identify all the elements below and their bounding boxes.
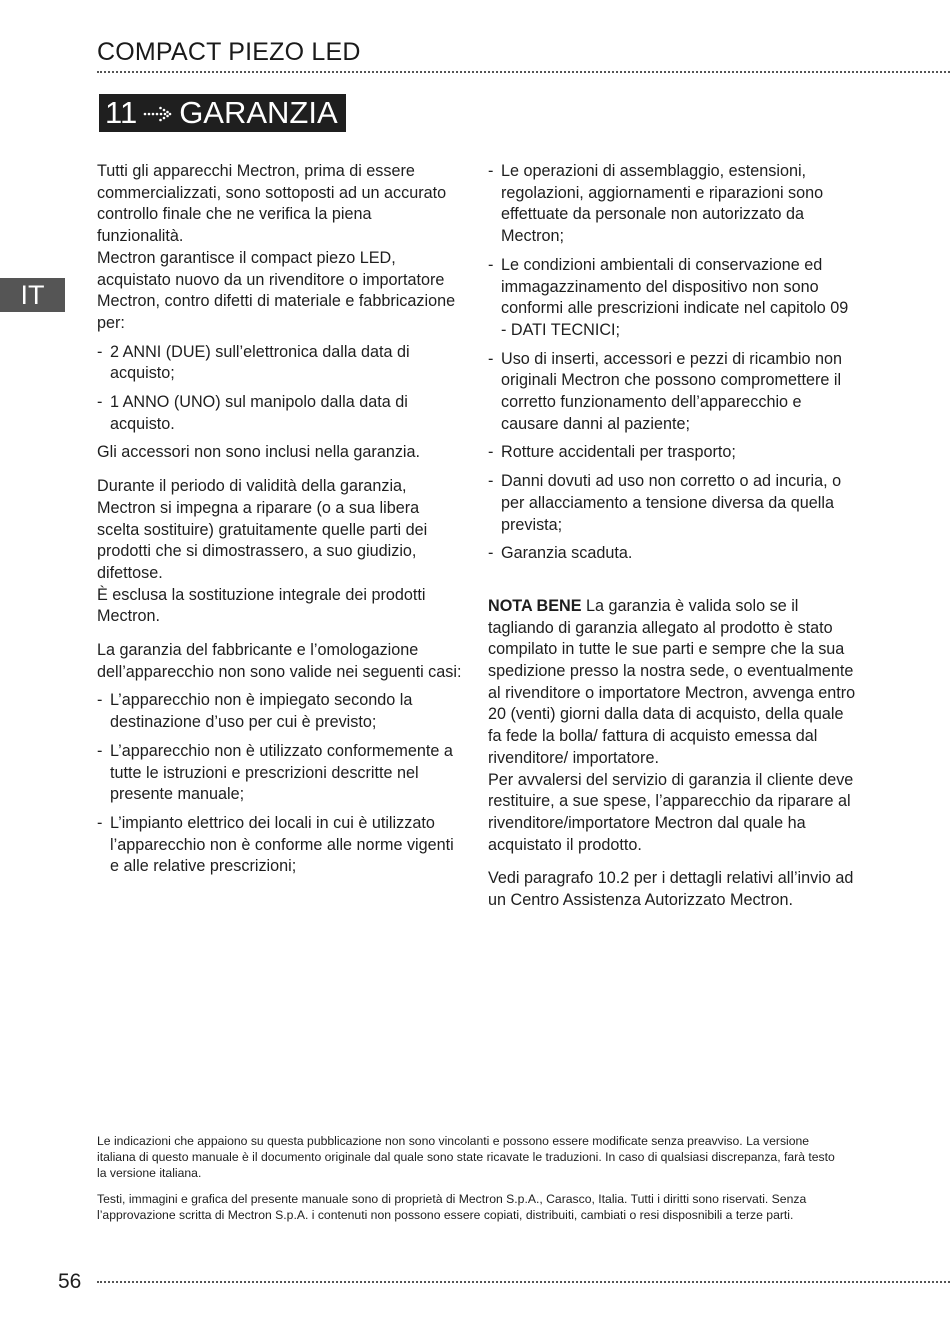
exclusions-intro: La garanzia del fabbricante e l’omologazione dell’apparecchio non sono valide nei seguenti casi: (97, 641, 462, 681)
copyright-note: Testi, immagini e grafica del presente manuale sono di proprietà di Mectron S.p.A., Carasco, Italia. Tutti i diritti sono riservati. Senza l’approvazione scritta di Mectron S.p.A. i contenuti non possono essere copiati, distribuiti, cambiati o resi disposnibili a terze parti. (97, 1191, 807, 1222)
note-paragraph (488, 596, 856, 770)
list-item: - 2 ANNI (DUE) sull’elettronica dalla data di acquisto; (97, 342, 410, 383)
footer-divider (97, 1281, 950, 1283)
note-label: NOTA BENE (488, 596, 582, 615)
list-item: - L’apparecchio non è impiegato secondo la destinazione d’uso per cui è previsto; (97, 691, 413, 732)
footer-notes (97, 1133, 847, 1232)
section-number: 11 (105, 95, 138, 130)
list-item: - Le operazioni di assemblaggio, estensioni, regolazioni, aggiornamenti e riparazioni sono effettuate da personale non autorizzato da Mectron; (488, 162, 824, 246)
coverage-list (97, 342, 462, 436)
return-procedure-paragraph: Per avvalersi del servizio di garanzia il cliente deve restituire, a sue spese, l’apparecchio da riparare al rivenditore/importatore Mectron dal quale ha acquistato il prodotto. (488, 770, 854, 854)
list-item: - Rotture accidentali per trasporto; (488, 443, 736, 462)
exclusions-list-left (97, 690, 462, 878)
intro-paragraph: Tutti gli apparecchi Mectron, prima di essere commercializzati, sono sottoposti ad un accurato controllo finale che ne verifica la piena funzionalità. (97, 162, 447, 246)
left-column (97, 161, 462, 885)
note-text: La garanzia è valida solo se il tagliando di garanzia allegato al prodotto è stato compilato in tutte le sue parti e sempre che la sua spedizione presso la nostra sede, o eventualmente al rivenditore o importatore Mectron, avvenga entro 20 (venti) giorni dalla data di acquisto, della quale fa fede la bolla/ fattura di acquisto emessa dal rivenditore/ importatore. (488, 596, 856, 767)
document-title: COMPACT PIEZO LED (97, 38, 361, 66)
header-divider (97, 71, 950, 73)
page-number: 56 (58, 1270, 82, 1293)
right-column (488, 161, 856, 912)
list-item: - Danni dovuti ad uso non corretto o ad incuria, o per allacciamento a tensione diversa da quella prevista; (488, 472, 842, 534)
warranty-scope-paragraph: Mectron garantisce il compact piezo LED, acquistato nuovo da un rivenditore o importatore Mectron, contro difetti di materiale e fabbricazione per: (97, 248, 456, 332)
list-item: - Garanzia scaduta. (488, 544, 633, 563)
accessories-note: Gli accessori non sono inclusi nella garanzia. (97, 443, 421, 462)
list-item: - Le condizioni ambientali di conservazione ed immagazzinamento del dispositivo non sono conformi alle prescrizioni indicate nel capitolo 09 - DATI TECNICI; (488, 255, 849, 339)
section-title: GARANZIA (179, 95, 338, 130)
replacement-exclusion: È esclusa la sostituzione integrale dei prodotti Mectron. (97, 585, 426, 626)
language-tab: IT (0, 278, 65, 312)
reference-paragraph: Vedi paragrafo 10.2 per i dettagli relativi all’invio ad un Centro Assistenza Autorizzato Mectron. (488, 869, 854, 910)
section-heading (99, 94, 346, 132)
list-item: - L’impianto elettrico dei locali in cui è utilizzato l’apparecchio non è conforme alle norme vigenti e alle relative prescrizioni; (97, 813, 454, 876)
list-item: - 1 ANNO (UNO) sul manipolo dalla data di acquisto. (97, 393, 408, 433)
dotted-right-arrow-icon (143, 94, 173, 132)
list-item: - L’apparecchio non è utilizzato conformemente a tutte le istruzioni e prescrizioni descritte nel presente manuale; (97, 741, 453, 804)
repair-paragraph: Durante il periodo di validità della garanzia, Mectron si impegna a riparare (o a sua libera scelta sostituire) gratuitamente quelle parti dei prodotti che si dimostrassero, a suo giudizio, difettose. (97, 477, 428, 582)
disclaimer-note: Le indicazioni che appaiono su questa pubblicazione non sono vincolanti e possono essere modificate senza preavviso. La versione italiana di questo manuale è il documento originale dal quale sono state ricavate le traduzioni. In caso di qualsiasi discrepanza, farà testo la versione italiana. (97, 1134, 835, 1181)
list-item: - Uso di inserti, accessori e pezzi di ricambio non originali Mectron che possono compromettere il corretto funzionamento dell’apparecchio e causare danni al paziente; (488, 349, 842, 433)
exclusions-list-right (488, 161, 856, 565)
